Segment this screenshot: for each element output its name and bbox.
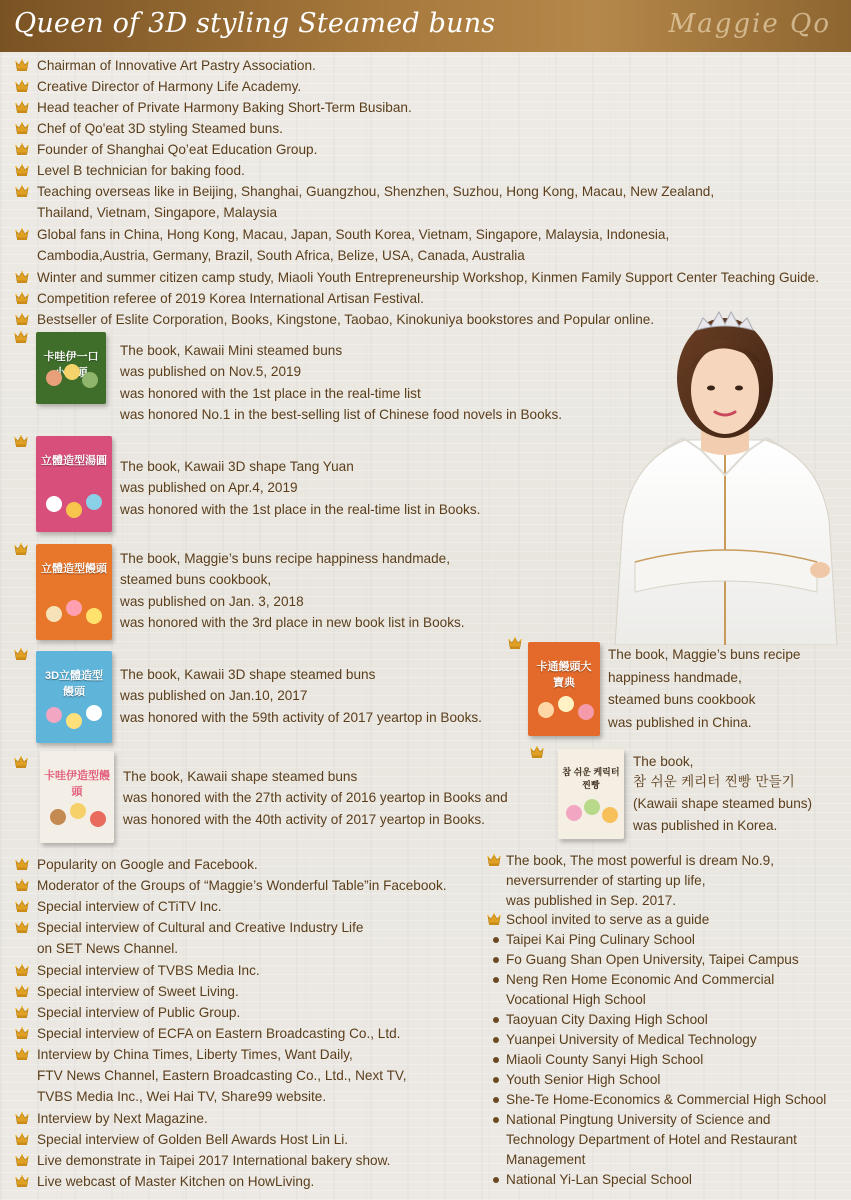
crown-icon [14,647,28,661]
list-item: Live webcast of Master Kitchen on HowLiving. [37,1171,314,1192]
crown-icon [15,100,29,114]
list-item: Level B technician for baking food. [37,160,245,181]
crown-icon [15,899,29,913]
list-item: Chef of Qo'eat 3D styling Steamed buns. [37,118,283,139]
crown-icon [14,542,28,556]
list-item: Winter and summer citizen camp study, Miaoli Youth Entrepreneurship Workshop, Kinmen Family Support Center Teaching Guide. [37,267,819,288]
list-item: Teaching overseas like in Beijing, Shanghai, Guangzhou, Shenzhen, Suzhou, Hong Kong, Macau, New Zealand, Thailand, Vietnam, Singapore, Malaysia [37,181,714,223]
crown-icon [15,963,29,977]
crown-icon [15,79,29,93]
crown-icon [14,330,28,344]
book-cover-image: 3D立體造型饅頭 [36,651,112,743]
list-item: Special interview of CTiTV Inc. [37,896,222,917]
list-item: Popularity on Google and Facebook. [37,854,258,875]
crown-icon [15,184,29,198]
chef-portrait-image [605,300,845,645]
list-item: Head teacher of Private Harmony Baking Short-Term Busiban. [37,97,412,118]
list-item: Taoyuan City Daxing High School [506,1010,708,1030]
crown-icon [15,1047,29,1061]
book-description: The book, 참 쉬운 케리터 찐빵 만들기 (Kawaii shape steamed buns) was published in Korea. [633,754,813,833]
book-description: The book, Kawaii Mini steamed buns was published on Nov.5, 2019 was honored with the 1st place in the real-time list was honored No.1 in the best-selling list of Chinese food novels in Books. [120,343,563,423]
crown-icon [15,270,29,284]
crown-icon [14,755,28,769]
book-cover-image: 立體造型饅頭 [36,544,112,640]
crown-icon [15,163,29,177]
list-item: Special interview of Cultural and Creative Industry Life on SET News Channel. [37,917,363,959]
book-description: The book, Kawaii 3D shape steamed buns was published on Jan.10, 2017 was honored with the 59th activity of 2017 yeartop in Books. [120,667,482,725]
list-item: Youth Senior High School [506,1070,660,1090]
list-item: Special interview of Public Group. [37,1002,240,1023]
book-description: The book, Kawaii 3D shape Tang Yuan was published on Apr.4, 2019 was honored with the 1st place in the real-time list in Books. [120,459,481,517]
crown-icon [15,878,29,892]
crown-icon [15,312,29,326]
list-item: Special interview of Sweet Living. [37,981,239,1002]
signature-logo: Maggie Qo [668,9,831,39]
list-item: Special interview of TVBS Media Inc. [37,960,260,981]
list-item: Chairman of Innovative Art Pastry Association. [37,55,316,76]
list-item: Live demonstrate in Taipei 2017 International bakery show. [37,1150,390,1171]
list-item: Miaoli County Sanyi High School [506,1050,703,1070]
book-cover-image: 立體造型湯圓 [36,436,112,532]
crown-icon [15,121,29,135]
crown-icon [15,984,29,998]
crown-icon [15,291,29,305]
book-description: The book, Maggie’s buns recipe happiness handmade, steamed buns cookbook was published in China. [608,647,801,730]
book-description: The book, Kawaii shape steamed buns was honored with the 27th activity of 2016 yeartop in Books and was honored with the 40th activity of 2017 yeartop in Books. [123,769,508,827]
crown-icon [15,857,29,871]
list-item: National Yi-Lan Special School [506,1170,692,1190]
dream-book-entry: The book, The most powerful is dream No.9, neversurrender of starting up life, was published in Sep. 2017. [506,851,774,911]
crown-icon [487,912,501,926]
crown-icon [15,1005,29,1019]
crown-icon [15,142,29,156]
book-cover-image: 卡通饅頭大寶典 [528,642,600,736]
list-item: Moderator of the Groups of “Maggie’s Wonderful Table”in Facebook. [37,875,447,896]
list-item: Global fans in China, Hong Kong, Macau, Japan, South Korea, Vietnam, Singapore, Malaysia, Indonesia, Cambodia,Austria, Germany, Brazil, South Africa, Belize, USA, Canada, Australia [37,224,669,266]
list-item: Interview by China Times, Liberty Times, Want Daily, FTV News Channel, Eastern Broadcasting Co., Ltd., Next TV, TVBS Media Inc., Wei Hai TV, Share99 website. [37,1044,406,1107]
crown-icon [15,1132,29,1146]
list-item: Founder of Shanghai Qo’eat Education Group. [37,139,317,160]
list-item: National Pingtung University of Science and Technology Department of Hotel and Restaurant Management [506,1110,797,1170]
list-item: Bestseller of Eslite Corporation, Books, Kingstone, Taobao, Kinokuniya bookstores and Popular online. [37,309,654,330]
crown-icon [15,1111,29,1125]
crown-icon [15,1026,29,1040]
page-title: Queen of 3D styling Steamed buns [14,8,496,39]
book-description: The book, Maggie’s buns recipe happiness handmade, steamed buns cookbook, was published on Jan. 3, 2018 was honored with the 3rd place in new book list in Books. [120,551,465,631]
list-item: Neng Ren Home Economic And Commercial Vocational High School [506,970,774,1010]
crown-icon [530,745,544,759]
crown-icon [15,1174,29,1188]
crown-icon [14,434,28,448]
header-banner [0,0,851,52]
list-item: Taipei Kai Ping Culinary School [506,930,695,950]
schools-heading: School invited to serve as a guide [506,910,709,930]
crown-icon [508,636,522,650]
book-cover-image: 卡哇伊一口 頭 [36,332,106,404]
list-item: Competition referee of 2019 Korea International Artisan Festival. [37,288,424,309]
crown-icon [15,920,29,934]
list-item: Special interview of ECFA on Eastern Broadcasting Co., Ltd. [37,1023,400,1044]
list-item: Interview by Next Magazine. [37,1108,208,1129]
list-item: Yuanpei University of Medical Technology [506,1030,757,1050]
crown-icon [15,227,29,241]
list-item: Fo Guang Shan Open University, Taipei Campus [506,950,799,970]
list-item: She-Te Home-Economics & Commercial High School [506,1090,826,1110]
list-item: Creative Director of Harmony Life Academy. [37,76,301,97]
crown-icon [15,58,29,72]
crown-icon [487,853,501,867]
book-cover-image: 참 쉬운 케릭터 찐빵 [558,749,624,839]
crown-icon [15,1153,29,1167]
book-cover-image: 卡哇伊造型饅頭 [40,751,114,843]
list-item: Special interview of Golden Bell Awards Host Lin Li. [37,1129,348,1150]
